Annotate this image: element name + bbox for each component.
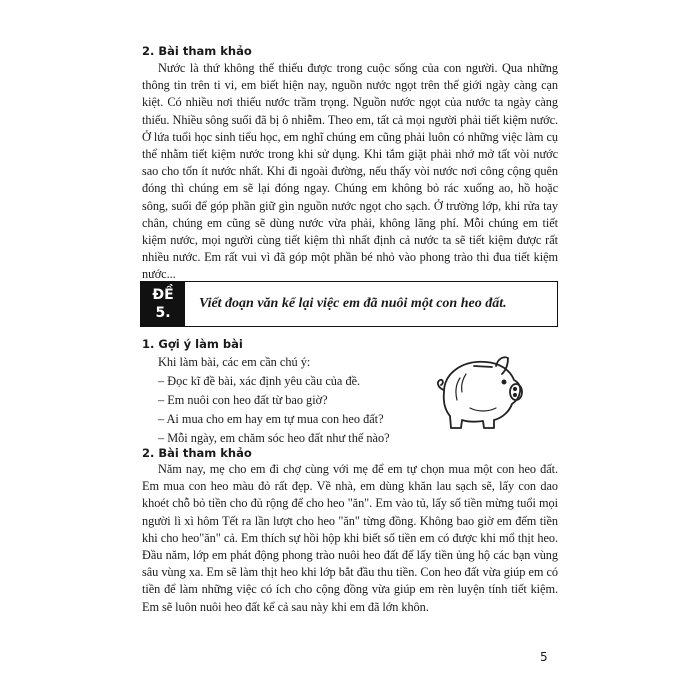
- section-heading-reference-2: 2. Bài tham khảo: [142, 446, 252, 460]
- section-heading-reference-1: 2. Bài tham khảo: [142, 44, 252, 58]
- exercise-label: [141, 282, 185, 326]
- section-heading-hints: 1. Gợi ý làm bài: [142, 337, 243, 351]
- page-number: 5: [540, 650, 548, 664]
- exercise-title: Viết đoạn văn kể lại việc em đã nuôi một con heo đất.: [199, 296, 507, 311]
- list-item: – Em nuôi con heo đất từ bao giờ?: [158, 393, 328, 407]
- hints-list: [158, 372, 390, 448]
- hints-intro: Khi làm bài, các em cần chú ý:: [158, 355, 311, 369]
- reference-paragraph-1: Nước là thứ không thể thiếu được trong cuộc sống của con người. Qua những thông tin trên ti vi, em biết hiện nay, nguồn nước ngọt trên thế giới ngày càng cạn kiệt. Có nhiều nơi thiếu nước trầm trọng. Nguồn nước ngọt của nước ta ngày càng thiếu. Nhiều sông suối đã bị ô nhiễm. Theo em, tất cả mọi người phải tiết kiệm nước. Ở lứa tuổi học sinh tiểu học, em nghĩ chúng em cũng phải luôn có những việc làm cụ thể nhằm tiết kiệm nước trong khi sử dụng. Khi tắm giặt phải nhớ mở tất vòi nước sao cho tốn ít nước nhất. Khi đi ngoài đường, nếu thấy vòi nước nơi công cộng quên đóng thì chúng em sẽ lại đóng ngay. Chúng em không bỏ rác xuống ao, hồ hoặc sông, suối để góp phần giữ gìn nguồn nước ngọt cho sạch. Ở trường lớp, khi rửa tay chân, chúng em cũng sẽ dùng nước vừa phải, không lãng phí. Mỗi chúng em tiết kiệm nước, mọi người cùng tiết kiệm thì nhất định cả nước ta sẽ tiết kiệm được rất nhiều nước. Em rất vui vì đã góp một phần bé nhỏ vào phong trào thi đua tiết kiệm nước...: [142, 61, 558, 282]
- reference-paragraph-2: Năm nay, mẹ cho em đi chợ cùng với mẹ để em tự chọn mua một con heo đất. Em mua con heo màu đỏ rất đẹp. Về nhà, em dùng khăn lau sạch sẽ, lấy con dao khoét chỗ bỏ tiền cho đủ rộng để cho heo "ăn". Em vào tủ, lấy số tiền mừng tuổi mọi người lì xì hôm Tết ra lần lượt cho heo "ăn" từng đồng. Không bao giờ em đếm tiền khi cho heo"ăn" cả. Em thích sự hồi hộp khi biết số tiền em có được khi mổ thịt heo. Đầu năm, lớp em phát động phong trào nuôi heo đất để lấy tiền ủng hộ các bạn vùng sâu vùng xa. Em sẽ làm thịt heo khi lớp bắt đầu thu tiền. Con heo đất vừa giúp em có tiền để làm những việc có ích cho cộng đồng vừa giúp em rèn luyện tính tiết kiệm. Em sẽ luôn nuôi heo đất kể cả sau này khi em đã lớn khôn.: [142, 462, 558, 614]
- list-item: – Mỗi ngày, em chăm sóc heo đất như thế nào?: [158, 431, 390, 445]
- list-item: – Ai mua cho em hay em tự mua con heo đất?: [158, 412, 384, 426]
- exercise-label-number: 5.: [155, 305, 171, 321]
- exercise-label-word: ĐỀ: [152, 287, 174, 303]
- exercise-box: [140, 281, 558, 327]
- piggy-bank-icon: [430, 352, 528, 436]
- list-item: – Đọc kĩ đề bài, xác định yêu cầu của đề.: [158, 374, 361, 388]
